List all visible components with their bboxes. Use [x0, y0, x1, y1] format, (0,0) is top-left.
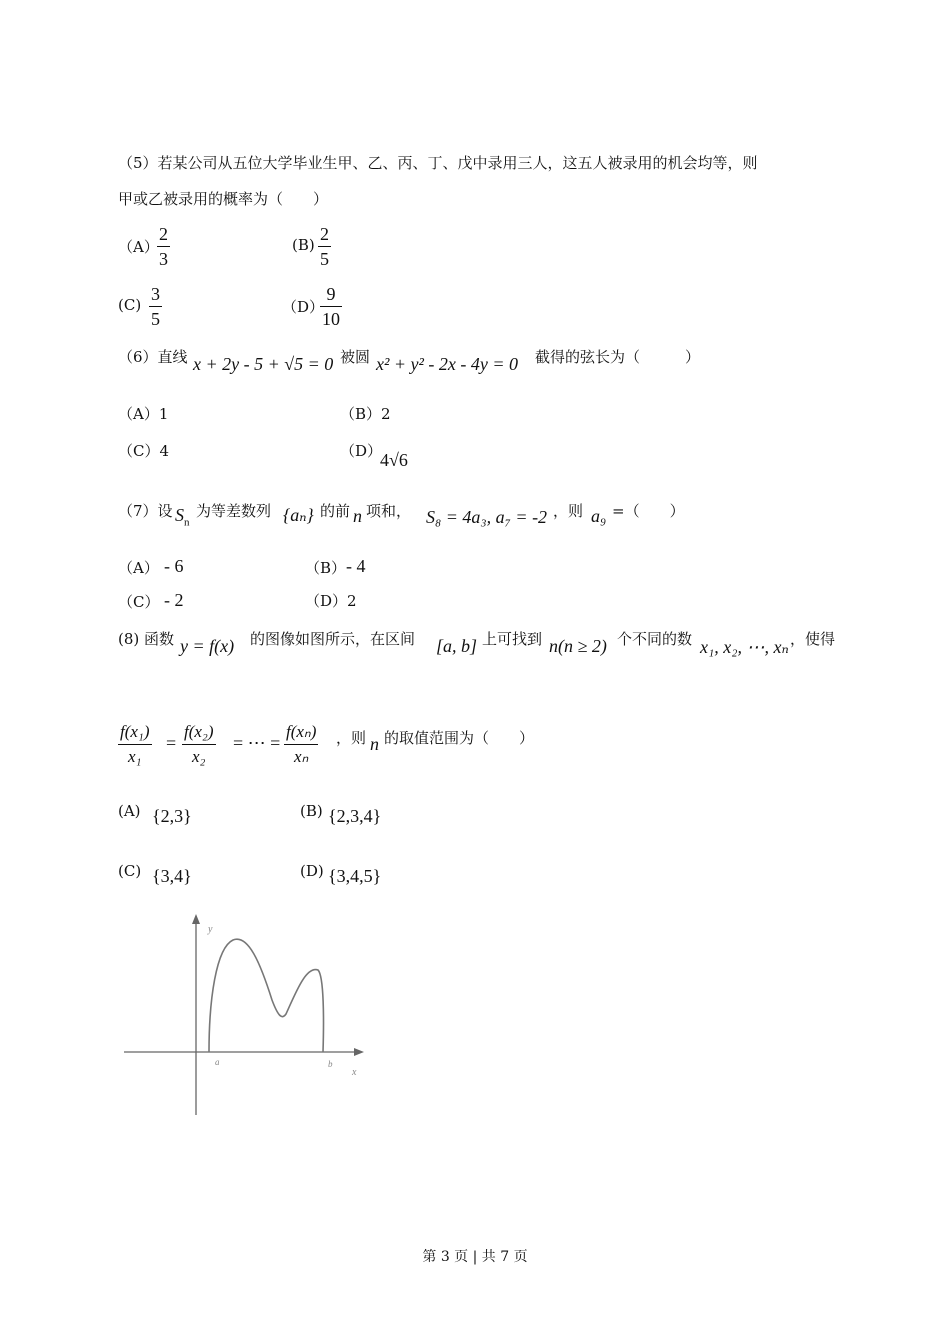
q6-option-a: （A）1	[118, 405, 169, 423]
q8-option-a-value: {2,3}	[152, 806, 192, 826]
q5-option-a-denominator: 3	[159, 249, 168, 269]
q8-x-list: x₁, x₂, ⋯, xₙ	[700, 637, 789, 657]
q5-option-b-numerator: 2	[318, 222, 331, 247]
q6-suffix: 截得的弦长为（ ）	[535, 348, 701, 366]
q7-sn: $S_n$	[175, 505, 190, 529]
page-footer: 第 3 页 | 共 7 页	[422, 1249, 528, 1265]
q8-option-c-value: {3,4}	[152, 866, 192, 886]
q8-n-condition: n(n ≥ 2)	[549, 636, 607, 656]
q8-fraction-n	[284, 720, 318, 769]
q6-option-d-value: 4√6	[380, 450, 408, 470]
q7-option-b-value: - 4	[346, 556, 366, 576]
q8-option-b-label: (B)	[300, 802, 323, 820]
q8-equals-1: =	[166, 733, 177, 753]
q7-option-b-label: （B）	[305, 559, 347, 577]
q7-text5: =（ ）	[612, 502, 685, 520]
q7-prefix: （7）设	[118, 502, 173, 520]
q7-text1: 为等差数列	[196, 502, 272, 520]
graph-y-axis	[192, 914, 200, 1115]
q5-option-b-label: (B)	[292, 236, 315, 254]
q5-option-b-denominator: 5	[320, 249, 329, 269]
q8-text4: ，使得	[790, 630, 836, 648]
q5-option-c-denominator: 5	[151, 309, 160, 329]
q8-fraction-n-denominator: xₙ	[294, 747, 309, 766]
q5-line2: 甲或乙被录用的概率为（ ）	[118, 190, 329, 208]
q7-option-c-value: - 2	[164, 590, 184, 610]
graph-curve	[209, 939, 323, 1052]
q6-option-b: （B）2	[340, 405, 391, 423]
q7-a9: a₉	[591, 506, 607, 526]
q7-text4: ，则	[553, 502, 584, 520]
q8-fraction-1-denominator: x₁	[128, 747, 142, 766]
q8-text2: 上可找到	[482, 630, 543, 648]
q6-line-equation: x + 2y - 5 + √5 = 0	[193, 354, 334, 374]
q5-option-c-label: (C)	[118, 296, 142, 314]
q5-option-d-label: （D）	[282, 298, 325, 316]
graph-x-label: x	[352, 1067, 357, 1078]
q8-fraction-1-numerator: f(x₁)	[118, 720, 152, 745]
q6-option-c: （C）4	[118, 442, 170, 460]
q8-text1: 的图像如图所示，在区间	[250, 630, 416, 648]
graph-a-label: a	[215, 1057, 220, 1067]
q5-option-d-fraction	[320, 282, 342, 331]
q7-text3: 项和，	[366, 502, 412, 520]
q8-option-c-label: (C)	[118, 862, 142, 880]
q7-option-c-label: （C）	[118, 593, 160, 611]
q8-text5: ，则	[336, 729, 367, 747]
graph-b-label: b	[328, 1059, 333, 1069]
q8-fraction-2	[182, 720, 216, 769]
q7-option-d: （D）2	[305, 592, 357, 610]
q8-equals-dots: = ⋯ =	[233, 733, 281, 753]
q5-option-d-denominator: 10	[322, 309, 340, 329]
q8-fraction-2-denominator: x₂	[192, 747, 206, 766]
q5-option-b-fraction	[318, 222, 331, 271]
q8-n: n	[370, 734, 379, 754]
q5-option-c-numerator: 3	[149, 282, 162, 307]
graph-x-axis	[124, 1048, 364, 1056]
q5-option-d-numerator: 9	[320, 282, 342, 307]
q8-fraction-n-numerator: f(xₙ)	[284, 720, 318, 745]
q5-option-a-label: （A）	[118, 238, 159, 256]
q5-option-c-fraction	[149, 282, 162, 331]
q7-sequence: {aₙ}	[283, 505, 314, 525]
q8-text6: 的取值范围为（ ）	[384, 729, 535, 747]
q7-n: n	[353, 506, 362, 526]
q8-option-b-value: {2,3,4}	[328, 806, 382, 826]
q5-option-a-fraction	[157, 222, 170, 271]
q5-option-a-numerator: 2	[157, 222, 170, 247]
q6-circle-equation: x² + y² - 2x - 4y = 0	[376, 354, 519, 374]
q8-option-a-label: (A)	[118, 802, 141, 820]
q6-option-d-label: （D）	[340, 442, 383, 460]
q6-mid: 被圆	[340, 348, 371, 366]
graph-y-label: y	[208, 924, 213, 935]
q8-fraction-2-numerator: f(x₂)	[182, 720, 216, 745]
q8-option-d-value: {3,4,5}	[328, 866, 382, 886]
q7-condition: S₈ = 4a₃, a₇ = -2	[426, 507, 548, 527]
q8-function: y = f(x)	[180, 636, 235, 656]
q6-prefix: （6）直线	[118, 348, 188, 366]
q8-function-graph	[120, 910, 370, 1122]
q7-text2: 的前	[320, 502, 351, 520]
q7-option-a-value: - 6	[164, 556, 184, 576]
q8-fraction-1	[118, 720, 152, 769]
q8-option-d-label: (D)	[300, 862, 324, 880]
q5-line1: （5）若某公司从五位大学毕业生甲、乙、丙、丁、戊中录用三人，这五人被录用的机会均等，则	[118, 154, 758, 172]
q8-prefix: (8) 函数	[118, 630, 175, 648]
q7-option-a-label: （A）	[118, 559, 159, 577]
q8-text3: 个不同的数	[617, 630, 693, 648]
q8-interval: [a, b]	[436, 636, 478, 656]
